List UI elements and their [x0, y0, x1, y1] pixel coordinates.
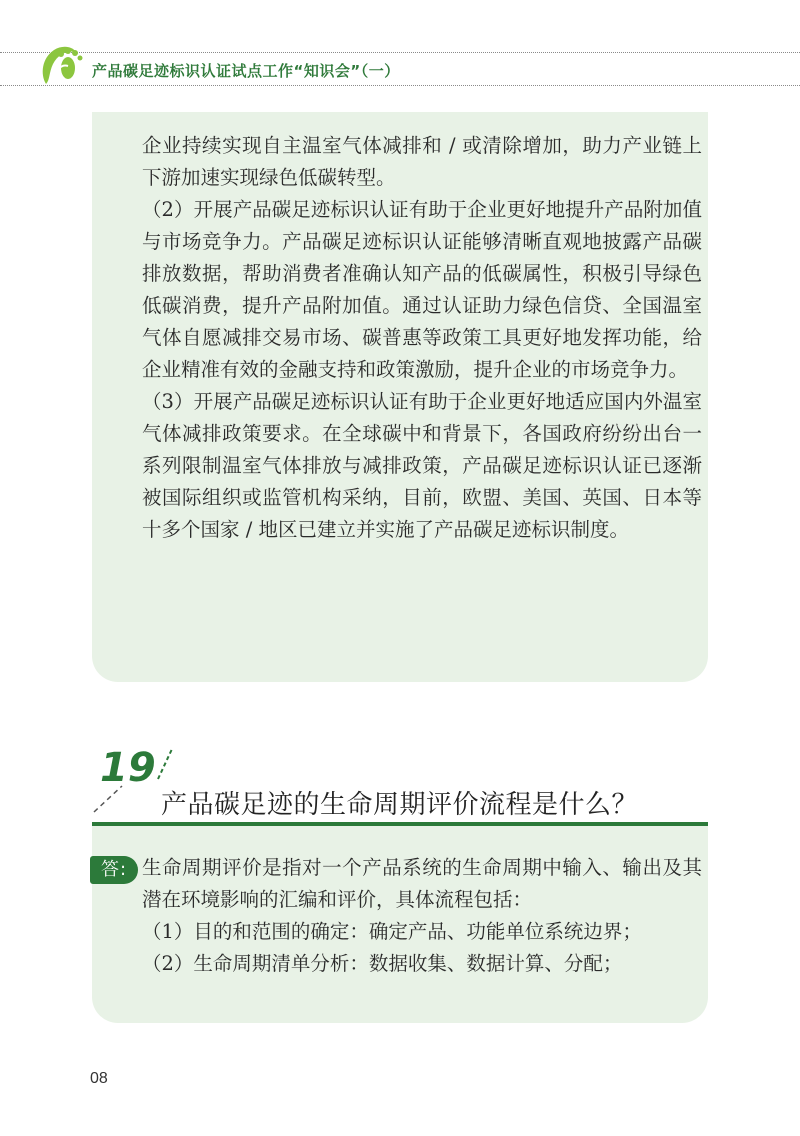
paragraph-point-3: （3）开展产品碳足迹标识认证有助于企业更好地适应国内外温室气体减排政策要求。在全球碳中和背景下，各国政府纷纷出台一系列限制温室气体排放与减排政策，产品碳足迹标识认证已逐渐被国际组织或监管机构采纳，目前，欧盟、美国、英国、日本等十多个国家 / 地区已建立并实施了产品碳足迹标识制度。: [142, 390, 702, 541]
answer-step-1: （1）目的和范围的确定：确定产品、功能单位系统边界；: [142, 920, 642, 943]
page-number: 08: [90, 1070, 108, 1087]
header-dotted-rule-top: [0, 52, 800, 53]
content-panel-answer: [92, 826, 708, 1023]
paragraph-continuation: 企业持续实现自主温室气体减排和 / 或清除增加，助力产业链上下游加速实现绿色低碳转型。: [142, 134, 702, 189]
answer-badge: 答:: [90, 856, 138, 884]
answer-step-2: （2）生命周期清单分析：数据收集、数据计算、分配；: [142, 952, 623, 975]
header-dotted-rule-bottom: [0, 85, 800, 86]
section-decoration-slash: [92, 772, 152, 814]
paragraph-point-2: （2）开展产品碳足迹标识认证有助于企业更好地提升产品附加值与市场竞争力。产品碳足迹标识认证能够清晰直观地披露产品碳排放数据，帮助消费者准确认知产品的低碳属性，积极引导绿色低碳消费，提升产品附加值。通过认证助力绿色信贷、全国温室气体自愿减排交易市场、碳普惠等政策工具更好地发挥功能，给企业精准有效的金融支持和政策激励，提升企业的市场竞争力。: [142, 198, 702, 381]
header-title: 产品碳足迹标识认证试点工作“知识会”（一）: [92, 62, 400, 80]
content-panel-top: [92, 112, 708, 682]
panel-top-text: [142, 130, 702, 546]
svg-text:19: 19: [100, 745, 156, 787]
answer-intro: 生命周期评价是指对一个产品系统的生命周期中输入、输出及其潜在环境影响的汇编和评价，具体流程包括：: [142, 856, 702, 911]
section-title: 产品碳足迹的生命周期评价流程是什么？: [161, 790, 639, 820]
answer-text: [142, 852, 702, 980]
